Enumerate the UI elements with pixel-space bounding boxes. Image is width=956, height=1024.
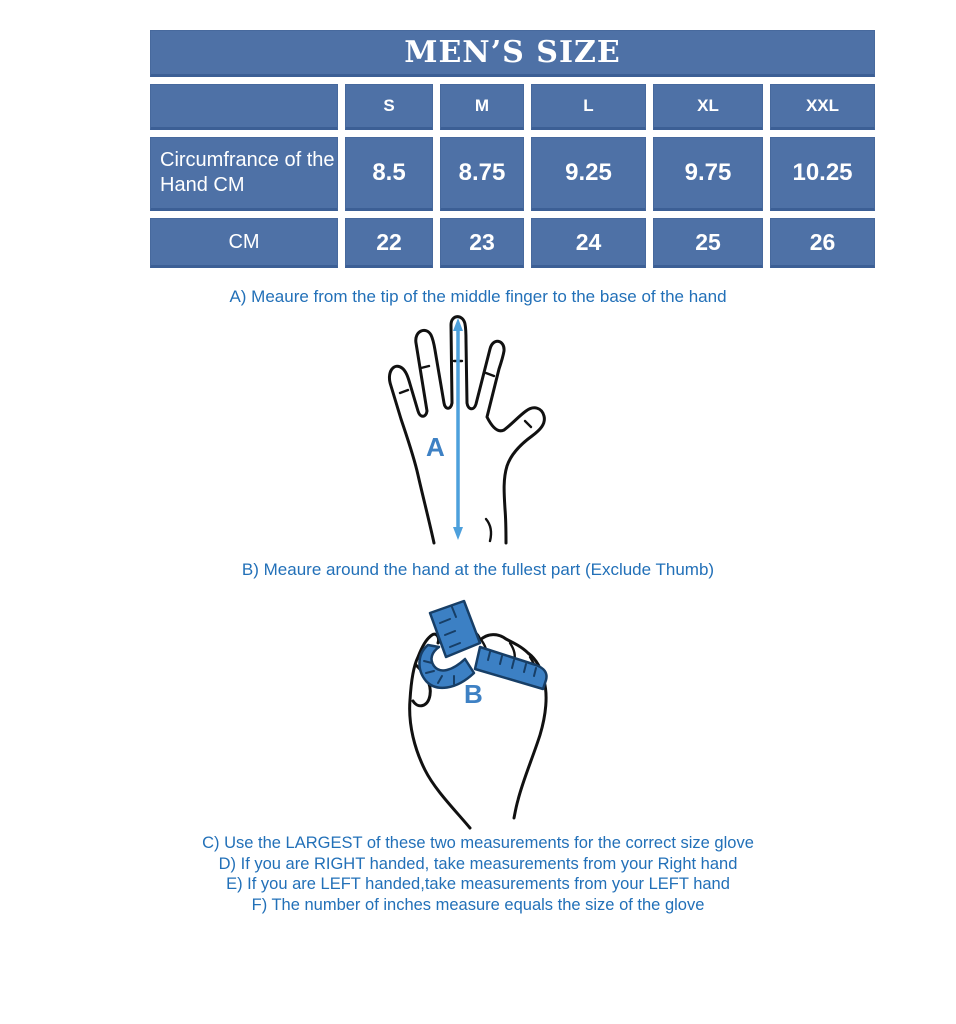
size-value-cell: 25 <box>653 218 763 268</box>
header-cell-blank <box>150 84 338 130</box>
table-title: MEN’S SIZE <box>150 30 875 77</box>
header-cell-s: S <box>345 84 433 130</box>
header-cell-m: M <box>440 84 524 130</box>
size-grid <box>150 84 875 268</box>
open-hand-measure-icon <box>358 313 600 550</box>
size-value-cell: 8.75 <box>440 137 524 211</box>
header-cell-l: L <box>531 84 646 130</box>
row-label-circumference: Circumfrance of the Hand CM <box>150 137 338 211</box>
size-value-cell: 9.25 <box>531 137 646 211</box>
size-value-cell: 10.25 <box>770 137 875 211</box>
fist-measure-label: B <box>464 679 483 709</box>
hand-measure-label: A <box>426 432 445 462</box>
size-value-cell: 23 <box>440 218 524 268</box>
size-value-cell: 26 <box>770 218 875 268</box>
hand-outline <box>389 317 544 543</box>
fist-tape-measure-icon <box>380 585 595 832</box>
instruction-c: C) Use the LARGEST of these two measurements for the correct size glove <box>202 834 754 852</box>
header-cell-xl: XL <box>653 84 763 130</box>
instruction-d: D) If you are RIGHT handed, take measurements from your Right hand <box>218 854 738 873</box>
instruction-list <box>0 833 956 915</box>
size-value-cell: 8.5 <box>345 137 433 211</box>
row-label-cm: CM <box>150 218 338 268</box>
size-value-cell: 22 <box>345 218 433 268</box>
header-cell-xxl: XXL <box>770 84 875 130</box>
instruction-b: B) Meaure around the hand at the fullest part (Exclude Thumb) <box>241 560 715 579</box>
size-value-cell: 24 <box>531 218 646 268</box>
instruction-e: E) If you are LEFT handed,take measurements from your LEFT hand <box>226 875 730 893</box>
size-value-cell: 9.75 <box>653 137 763 211</box>
instruction-a: A) Meaure from the tip of the middle finger to the base of the hand <box>229 287 727 306</box>
size-table <box>150 30 875 268</box>
instruction-f: F) The number of inches measure equals the size of the glove <box>251 895 705 914</box>
